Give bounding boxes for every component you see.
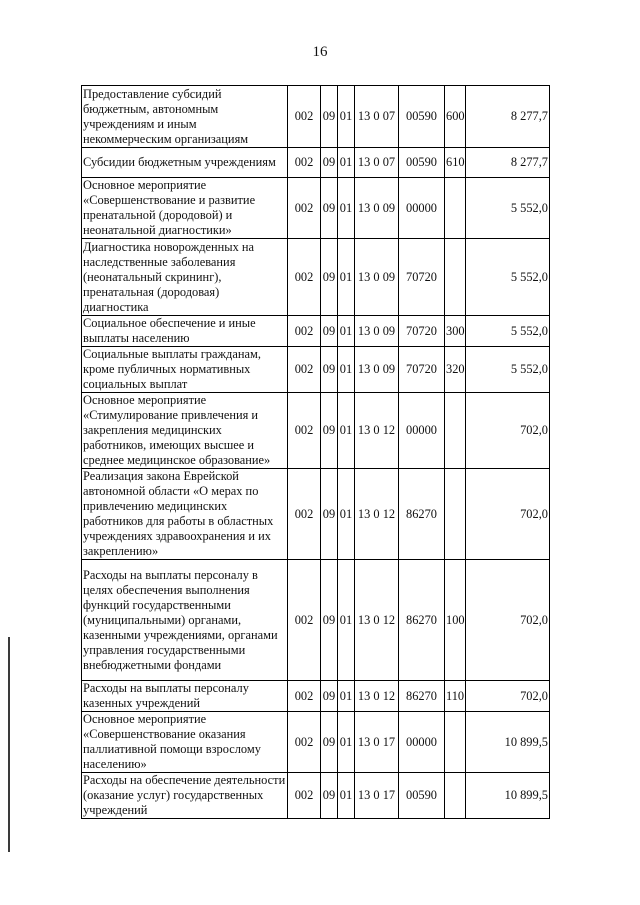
- amount: 5 552,0: [466, 178, 550, 239]
- subsection-code: 01: [338, 148, 355, 178]
- amount: 702,0: [466, 681, 550, 712]
- section-code: 09: [321, 148, 338, 178]
- amount: 5 552,0: [466, 239, 550, 316]
- table-row: [82, 148, 550, 178]
- section-code: 09: [321, 239, 338, 316]
- amount: 10 899,5: [466, 712, 550, 773]
- margin-line: [8, 637, 10, 852]
- table-row: [82, 178, 550, 239]
- amount: 5 552,0: [466, 347, 550, 393]
- ministry-code: 002: [288, 178, 321, 239]
- expense-type-code: [445, 773, 466, 819]
- amount: 702,0: [466, 469, 550, 560]
- expense-type-code: [445, 712, 466, 773]
- amount: 702,0: [466, 393, 550, 469]
- section-code: 09: [321, 178, 338, 239]
- budget-table: [81, 85, 550, 819]
- row-description: Основное мероприятие «Совершенствование и развитие пренатальной (дородовой) и неонатальной диагностики»: [82, 178, 288, 239]
- section-code: 09: [321, 712, 338, 773]
- ministry-code: 002: [288, 86, 321, 148]
- ministry-code: 002: [288, 712, 321, 773]
- target-article-code: 13 0 17: [355, 712, 399, 773]
- row-description: Расходы на выплаты персоналу в целях обеспечения выполнения функций государственными (муниципальными) органами, казенными учреждениями, органами управления государственными внебюджетными фондами: [82, 560, 288, 681]
- direction-code: 70720: [399, 239, 445, 316]
- target-article-code: 13 0 17: [355, 773, 399, 819]
- row-description: Предоставление субсидий бюджетным, автономным учреждениям и иным некоммерческим организациям: [82, 86, 288, 148]
- row-description: Основное мероприятие «Совершенствование оказания паллиативной помощи взрослому населению»: [82, 712, 288, 773]
- target-article-code: 13 0 12: [355, 393, 399, 469]
- expense-type-code: 610: [445, 148, 466, 178]
- direction-code: 00590: [399, 148, 445, 178]
- table-row: [82, 239, 550, 316]
- section-code: 09: [321, 86, 338, 148]
- target-article-code: 13 0 07: [355, 86, 399, 148]
- table-row: [82, 393, 550, 469]
- direction-code: 00000: [399, 178, 445, 239]
- direction-code: 70720: [399, 347, 445, 393]
- subsection-code: 01: [338, 681, 355, 712]
- ministry-code: 002: [288, 393, 321, 469]
- direction-code: 00000: [399, 712, 445, 773]
- amount: 10 899,5: [466, 773, 550, 819]
- subsection-code: 01: [338, 316, 355, 347]
- section-code: 09: [321, 560, 338, 681]
- expense-type-code: [445, 393, 466, 469]
- table-row: [82, 773, 550, 819]
- ministry-code: 002: [288, 681, 321, 712]
- row-description: Реализация закона Еврейской автономной области «О мерах по привлечению медицинских работников для работы в областных учреждениях здравоохранения и их закреплению»: [82, 469, 288, 560]
- expense-type-code: [445, 239, 466, 316]
- target-article-code: 13 0 12: [355, 469, 399, 560]
- ministry-code: 002: [288, 469, 321, 560]
- target-article-code: 13 0 09: [355, 316, 399, 347]
- ministry-code: 002: [288, 148, 321, 178]
- direction-code: 86270: [399, 469, 445, 560]
- row-description: Социальное обеспечение и иные выплаты населению: [82, 316, 288, 347]
- section-code: 09: [321, 773, 338, 819]
- section-code: 09: [321, 393, 338, 469]
- table-row: [82, 347, 550, 393]
- section-code: 09: [321, 316, 338, 347]
- expense-type-code: 300: [445, 316, 466, 347]
- section-code: 09: [321, 469, 338, 560]
- target-article-code: 13 0 12: [355, 681, 399, 712]
- table-row: [82, 560, 550, 681]
- table-row: [82, 316, 550, 347]
- subsection-code: 01: [338, 178, 355, 239]
- row-description: Расходы на обеспечение деятельности (оказание услуг) государственных учреждений: [82, 773, 288, 819]
- subsection-code: 01: [338, 469, 355, 560]
- target-article-code: 13 0 07: [355, 148, 399, 178]
- table-row: [82, 86, 550, 148]
- target-article-code: 13 0 09: [355, 178, 399, 239]
- expense-type-code: 320: [445, 347, 466, 393]
- row-description: Расходы на выплаты персоналу казенных учреждений: [82, 681, 288, 712]
- target-article-code: 13 0 09: [355, 347, 399, 393]
- direction-code: 00590: [399, 86, 445, 148]
- expense-type-code: [445, 178, 466, 239]
- ministry-code: 002: [288, 773, 321, 819]
- target-article-code: 13 0 12: [355, 560, 399, 681]
- ministry-code: 002: [288, 347, 321, 393]
- row-description: Основное мероприятие «Стимулирование привлечения и закрепления медицинских работников, имеющих высшее и среднее медицинское образование»: [82, 393, 288, 469]
- subsection-code: 01: [338, 239, 355, 316]
- direction-code: 86270: [399, 560, 445, 681]
- amount: 8 277,7: [466, 148, 550, 178]
- expense-type-code: 110: [445, 681, 466, 712]
- direction-code: 86270: [399, 681, 445, 712]
- ministry-code: 002: [288, 239, 321, 316]
- direction-code: 00590: [399, 773, 445, 819]
- page-number: 16: [312, 44, 328, 60]
- subsection-code: 01: [338, 347, 355, 393]
- expense-type-code: 600: [445, 86, 466, 148]
- expense-type-code: [445, 469, 466, 560]
- table-row: [82, 681, 550, 712]
- direction-code: 70720: [399, 316, 445, 347]
- subsection-code: 01: [338, 560, 355, 681]
- section-code: 09: [321, 347, 338, 393]
- ministry-code: 002: [288, 316, 321, 347]
- subsection-code: 01: [338, 86, 355, 148]
- subsection-code: 01: [338, 712, 355, 773]
- target-article-code: 13 0 09: [355, 239, 399, 316]
- subsection-code: 01: [338, 773, 355, 819]
- row-description: Субсидии бюджетным учреждениям: [82, 148, 288, 178]
- row-description: Диагностика новорожденных на наследственные заболевания (неонатальный скрининг), пренатальная (дородовая) диагностика: [82, 239, 288, 316]
- subsection-code: 01: [338, 393, 355, 469]
- direction-code: 00000: [399, 393, 445, 469]
- table-row: [82, 469, 550, 560]
- row-description: Социальные выплаты гражданам, кроме публичных нормативных социальных выплат: [82, 347, 288, 393]
- section-code: 09: [321, 681, 338, 712]
- table-row: [82, 712, 550, 773]
- expense-type-code: 100: [445, 560, 466, 681]
- amount: 702,0: [466, 560, 550, 681]
- ministry-code: 002: [288, 560, 321, 681]
- amount: 5 552,0: [466, 316, 550, 347]
- amount: 8 277,7: [466, 86, 550, 148]
